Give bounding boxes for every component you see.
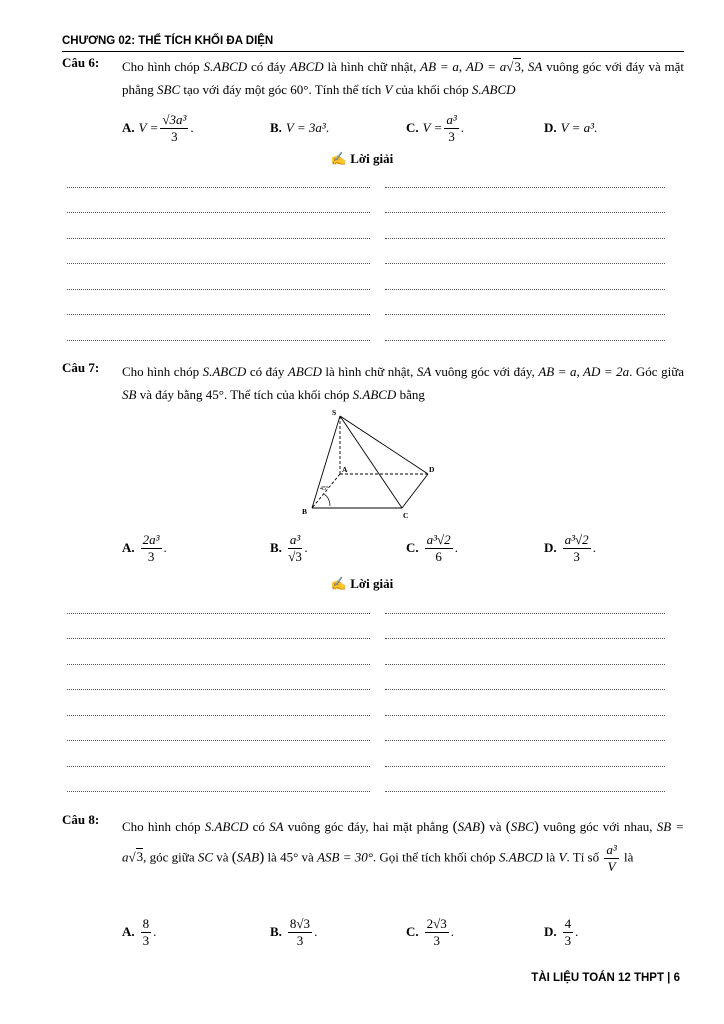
edge-sd [340, 416, 428, 474]
question-number: Câu 6: [62, 55, 100, 70]
edge-sb [312, 416, 340, 508]
question-text: Cho hình chóp S.ABCD có đáy ABCD là hình chữ nhật, AB = a, AD = a√3, SA vuông góc với đáy và mặt phẳng SBC tạo với đáy một góc 60°. Tính thể tích V của khối chóp S.ABCD [122, 59, 685, 97]
option-c[interactable]: C. V = $\frac{\text{a³}}{3}$ . [406, 111, 465, 144]
answer-options [122, 106, 682, 150]
pencil-icon: ✍ [330, 576, 347, 591]
pyramid-edges [312, 416, 428, 508]
option-d[interactable]: D. $\frac{4}{3}$ . [544, 915, 579, 948]
option-a[interactable]: A. $\frac{8}{3}$ . [122, 915, 157, 948]
vertex-c: C [403, 511, 409, 520]
question-number: Câu 7: [62, 360, 100, 375]
angle-arc [324, 494, 330, 506]
vertex-d: D [429, 465, 435, 474]
page-footer: TÀI LIỆU TOÁN 12 THPT | 6 [531, 972, 680, 984]
pencil-icon: ✍ [330, 151, 347, 166]
angle-label: 45° [320, 486, 329, 492]
option-d[interactable]: D. $\frac{\text{a³√2}}{3}$ . [544, 531, 596, 564]
option-b[interactable]: B. $\frac{\text{a³}}{√3}$ . [270, 531, 308, 564]
question-7 [62, 360, 684, 406]
vertex-s: S [332, 408, 337, 417]
answer-lines[interactable] [67, 596, 667, 800]
pyramid-diagram [296, 406, 446, 521]
answer-lines[interactable] [67, 170, 667, 349]
vertex-b: B [302, 507, 308, 516]
question-number: Câu 8: [62, 812, 100, 827]
question-8 [62, 812, 684, 875]
answer-options [122, 910, 682, 954]
option-b[interactable]: B. $\frac{8√3}{3}$ . [270, 915, 318, 948]
option-a[interactable]: A. V = $\frac{\text{√3a³}}{3}$ . [122, 111, 194, 144]
option-c[interactable]: C. $\frac{\text{a³√2}}{6}$ . [406, 531, 458, 564]
option-d[interactable]: D. V = a³ . [544, 120, 598, 135]
option-c[interactable]: C. $\frac{2√3}{3}$ . [406, 915, 455, 948]
option-a[interactable]: A. $\frac{\text{2a³}}{3}$ . [122, 531, 167, 564]
question-6 [62, 55, 684, 101]
chapter-header: CHƯƠNG 02: THỂ TÍCH KHỐI ĐA DIỆN [62, 35, 684, 52]
edge-sc [340, 416, 402, 508]
solution-heading: ✍ Lời giải [330, 576, 394, 591]
option-b[interactable]: B. V = 3a³ . [270, 120, 330, 135]
answer-options [122, 526, 682, 570]
question-text: Cho hình chóp S.ABCD có SA vuông góc đáy, hai mặt phẳng (SAB) và (SBC) vuông góc với nhau, SB = a√3, góc giữa SC và (SAB) là 45° và ASB = 30°. Gọi thể tích khối chóp S.ABCD là V. Tỉ số $\frac{\text{a³}}{V}$ là [122, 819, 685, 874]
vertex-a: A [342, 465, 348, 474]
question-text: Cho hình chóp S.ABCD có đáy ABCD là hình chữ nhật, SA vuông góc với đáy, AB = a, AD = 2a. Góc giữa SB và đáy bằng 45°. Thể tích của khối chóp S.ABCD bằng [122, 364, 685, 402]
solution-heading: ✍ Lời giải [330, 151, 394, 166]
edge-cd [402, 474, 428, 508]
